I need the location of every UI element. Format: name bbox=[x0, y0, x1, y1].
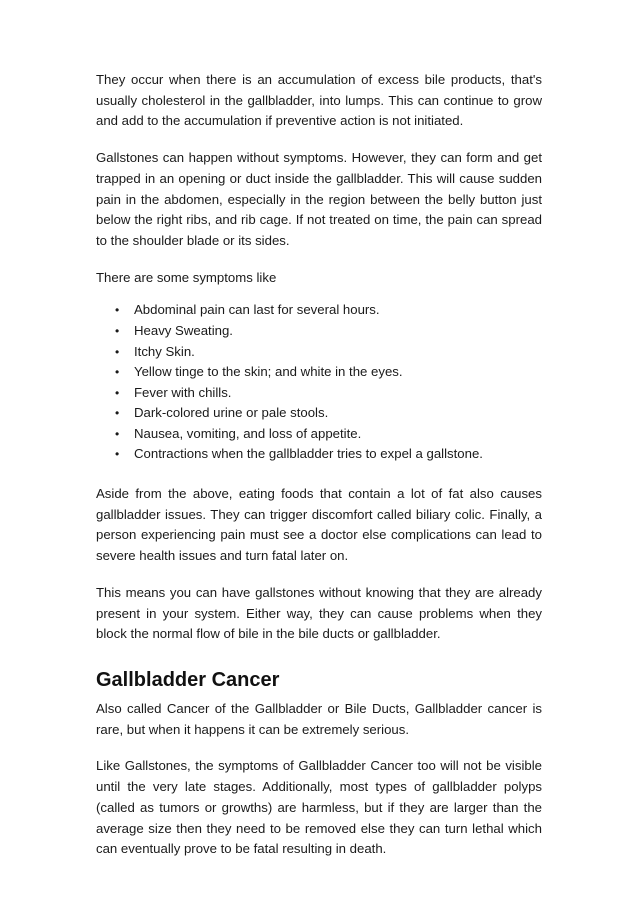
list-item-text: Heavy Sweating. bbox=[134, 322, 233, 338]
bullet-icon: • bbox=[115, 385, 120, 400]
symptom-list bbox=[96, 300, 542, 465]
list-item bbox=[96, 321, 542, 342]
list-item bbox=[96, 342, 542, 363]
paragraph-cancer-symptoms: Like Gallstones, the symptoms of Gallbladder Cancer too will not be visible until the very late stages. Additionally, most types of gallbladder polyps (called as tumors or growths) are harmless, but if they are larger than the average size then they need to be removed else they can turn lethal which can eventually prove to be fatal resulting in death. bbox=[96, 758, 542, 857]
list-item bbox=[96, 362, 542, 383]
list-item-text: Abdominal pain can last for several hours. bbox=[134, 302, 380, 318]
paragraph-fatty-foods: Aside from the above, eating foods that contain a lot of fat also causes gallbladder issues. They can trigger discomfort called biliary colic. Finally, a person experiencing pain must see a doctor else complications can lead to severe health issues and turn fatal later on. bbox=[96, 486, 542, 564]
list-item bbox=[96, 444, 542, 465]
bullet-icon: • bbox=[115, 447, 120, 462]
list-item bbox=[96, 403, 542, 424]
bullet-icon: • bbox=[115, 406, 120, 421]
list-item-text: Dark-colored urine or pale stools. bbox=[134, 405, 329, 421]
list-item-text: Yellow tinge to the skin; and white in the eyes. bbox=[134, 364, 403, 380]
bullet-icon: • bbox=[115, 323, 120, 338]
paragraph-gallstone-symptoms: Gallstones can happen without symptoms. However, they can form and get trapped in an opening or duct inside the gallbladder. This will cause sudden pain in the abdomen, especially in the region between the belly button just below the right ribs, and rib cage. If not treated on time, the pain can spread to the shoulder blade or its sides. bbox=[96, 150, 542, 248]
paragraph-silent-gallstones: This means you can have gallstones without knowing that they are already present in your system. Either way, they can cause problems when they block the normal flow of bile in the bile ducts or gallbladder. bbox=[96, 584, 542, 642]
list-item-text: Fever with chills. bbox=[134, 384, 232, 400]
list-item-text: Contractions when the gallbladder tries to expel a gallstone. bbox=[134, 446, 483, 462]
document-page bbox=[96, 70, 542, 876]
bullet-icon: • bbox=[115, 344, 120, 359]
list-item-text: Itchy Skin. bbox=[134, 343, 195, 359]
list-item bbox=[96, 383, 542, 404]
paragraph-gallstone-formation: They occur when there is an accumulation of excess bile products, that's usually cholesterol in the gallbladder, into lumps. This can continue to grow and add to the accumulation if preventive action is not initiated. bbox=[96, 72, 542, 129]
bullet-icon: • bbox=[115, 365, 120, 380]
bullet-icon: • bbox=[115, 303, 120, 318]
list-item bbox=[96, 300, 542, 321]
paragraph-symptoms-intro: There are some symptoms like bbox=[96, 269, 277, 285]
list-item-text: Nausea, vomiting, and loss of appetite. bbox=[134, 425, 362, 441]
section-heading-gallbladder-cancer: Gallbladder Cancer bbox=[96, 669, 280, 691]
paragraph-cancer-intro: Also called Cancer of the Gallbladder or Bile Ducts, Gallbladder cancer is rare, but when it happens it can be extremely serious. bbox=[96, 701, 542, 737]
bullet-icon: • bbox=[115, 426, 120, 441]
list-item bbox=[96, 424, 542, 445]
